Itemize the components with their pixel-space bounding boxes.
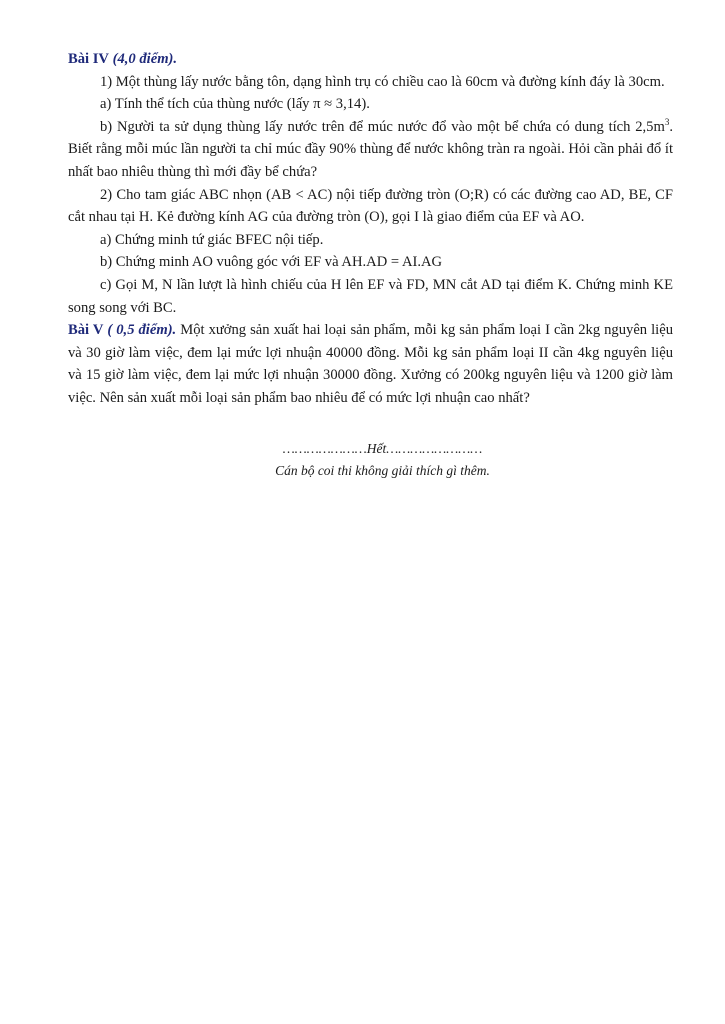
bai4-part1: 1) Một thùng lấy nước bằng tôn, dạng hình trụ có chiều cao là 60cm và đường kính đáy là 30cm.: [100, 73, 665, 90]
bai5-paragraph: [68, 319, 673, 409]
bai4-part1b-sup: 3: [664, 116, 670, 127]
proctor-note: Cán bộ coi thi không giải thích gì thêm.: [275, 462, 490, 478]
bai4-part1b-pre: b) Người ta sử dụng thùng lấy nước trên để múc nước đổ vào một bể chứa có dung tích 2,5m: [100, 118, 665, 135]
bai4-part2b: b) Chứng minh AO vuông góc với EF và AH.AD = AI.AG: [100, 254, 443, 271]
bai4-part1b: [68, 116, 673, 184]
bai4-part2: 2) Cho tam giác ABC nhọn (AB < AC) nội tiếp đường tròn (O;R) có các đường cao AD, BE, CF cắt nhau tại H. Kẻ đường kính AG của đường tròn (O), gọi I là giao điểm của EF và AO.: [68, 186, 673, 226]
bai5-text: Một xưởng sản xuất hai loại sản phẩm, mỗi kg sản phẩm loại I cần 2kg nguyên liệu và 30 giờ làm việc, đem lại mức lợi nhuận 40000 đồng. Mỗi kg sản phẩm loại II cần 4kg nguyên liệu và 15 giờ làm việc, đem lại mức lợi nhuận 30000 đồng. Xưởng có 200kg nguyên liệu và 1200 giờ làm việc. Nên sản xuất mỗi loại sản phẩm bao nhiêu để có mức lợi nhuận cao nhất?: [68, 322, 673, 406]
bai4-title: [68, 48, 673, 71]
exam-footer: [68, 438, 673, 482]
bai5-score: ( 0,5 điểm).: [107, 322, 177, 339]
bai4-score: (4,0 điểm).: [112, 51, 178, 67]
end-line: …………………Hết……………………: [282, 440, 483, 456]
bai4-heading: Bài IV: [68, 51, 109, 67]
bai4-part2c: c) Gọi M, N lần lượt là hình chiếu của H lên EF và FD, MN cắt AD tại điểm K. Chứng minh KE song song với BC.: [68, 276, 673, 316]
bai5-heading: Bài V: [68, 322, 104, 339]
bai4-part1a: a) Tính thể tích của thùng nước (lấy π ≈ 3,14).: [100, 96, 370, 113]
bai4-part1b-post: . Biết rằng mỗi múc lần người ta chỉ múc đầy 90% thùng để nước không tràn ra ngoài. Hỏi cần phải đổ ít nhất bao nhiêu thùng thì mới đầy bể chứa?: [68, 118, 673, 180]
bai4-part2a: a) Chứng minh tứ giác BFEC nội tiếp.: [100, 231, 324, 248]
